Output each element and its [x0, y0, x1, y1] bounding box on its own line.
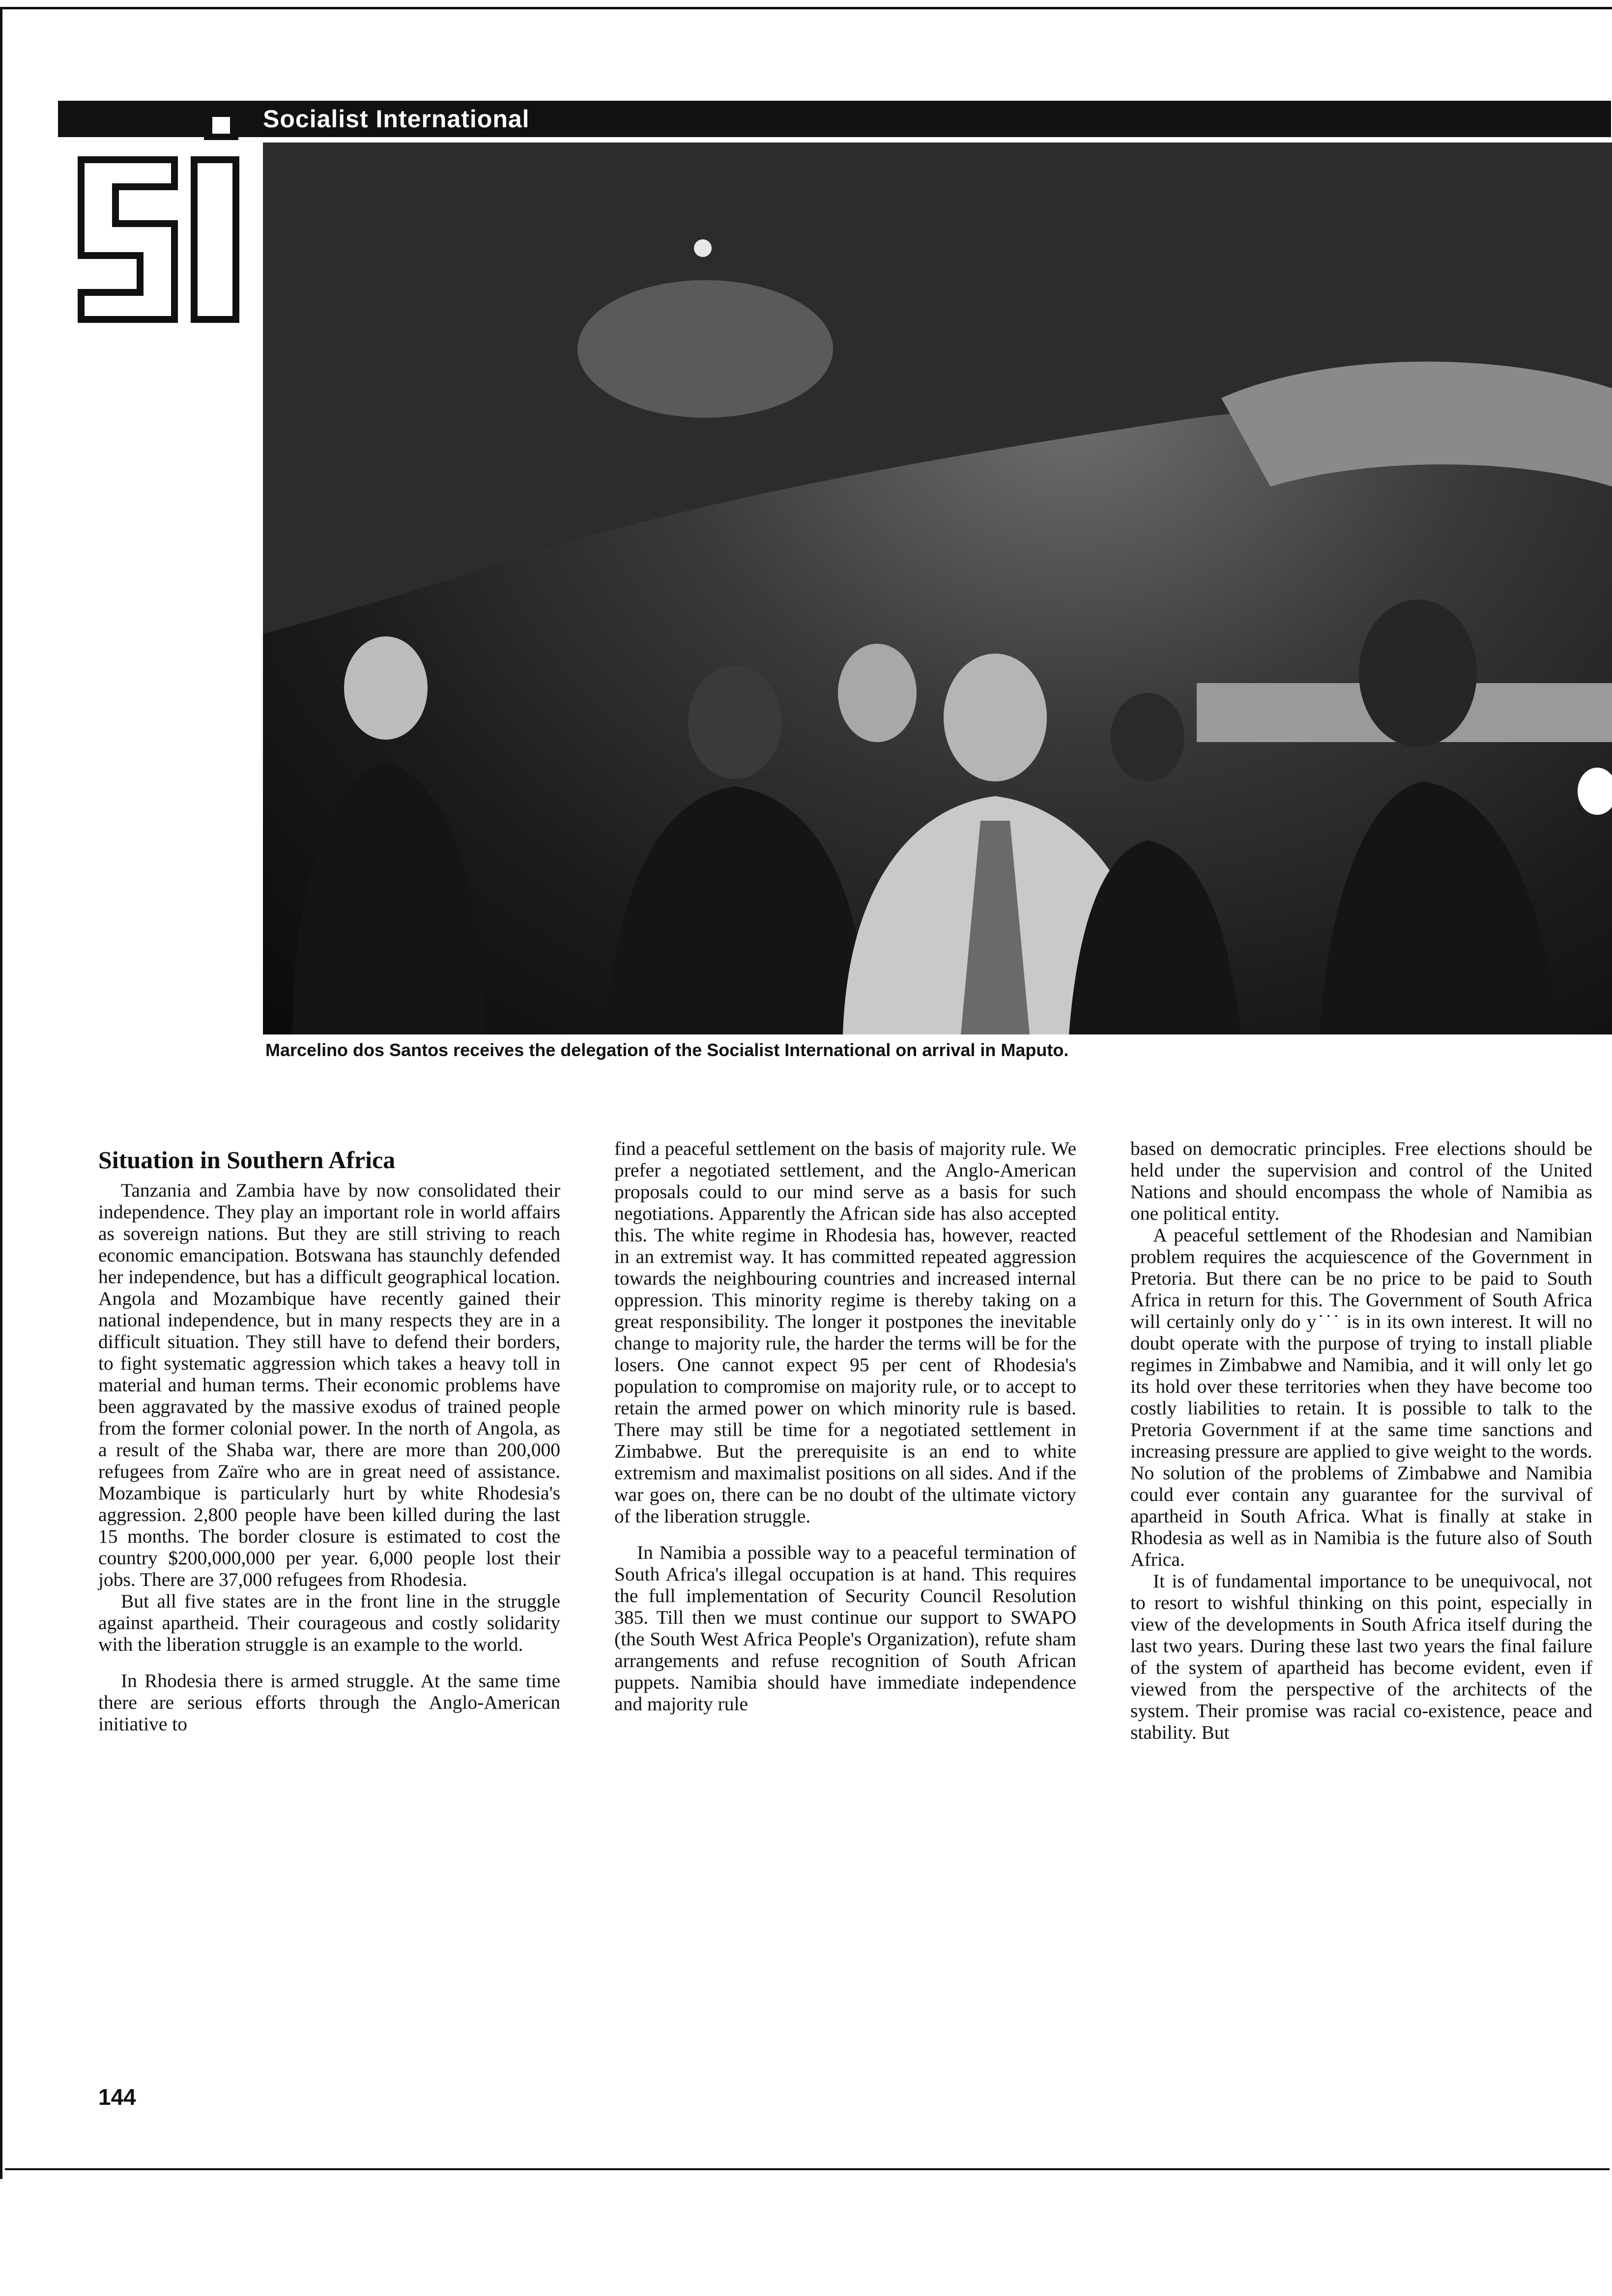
paragraph: Tanzania and Zambia have by now consolidated their independence. They play an important role in world affairs as sovereign nations. But they are still striving to reach economic emancipation. Botswana has staunchly defended her independence, but has a difficult geographical location. Angola and Mozambique have recently gained their national independence, but in many respects they are in a difficult situation. They still have to defend their borders, to fight systematic aggression which takes a heavy toll in material and human terms. Their economic problems have been aggravated by the massive exodus of trained people from the former colonial power. In the north of Angola, as a result of the Shaba war, there are more than 200,000 refugees from Zaïre who are in great need of assistance. Mozambique is particularly hurt by white Rhodesia's aggression. 2,800 people have been killed during the last 15 months. The border closure is estimated to cost the country $200,000,000 per year. 6,000 people lost their jobs. There are 37,000 refugees from Rhodesia. [98, 1179, 560, 1590]
article-column-2 [614, 1138, 1076, 1715]
top-border-rule [0, 7, 1612, 9]
left-border-rule [0, 7, 2, 2179]
article-column-3 [1130, 1138, 1592, 1743]
photo-caption: Marcelino dos Santos receives the delegation of the Socialist International on arrival in Maputo. [265, 1040, 1069, 1060]
paragraph: It is of fundamental importance to be unequivocal, not to resort to wishful thinking on this point, especially in view of the developments in South Africa itself during the last two years. During these last two years the final failure of the system of apartheid has become evident, even if viewed from the perspective of the architects of the system. Their promise was racial co-existence, peace and stability. But [1130, 1570, 1592, 1743]
delegation-photo [263, 143, 1612, 1034]
paragraph: In Rhodesia there is armed struggle. At the same time there are serious efforts through the Anglo-American initiative to [98, 1670, 560, 1735]
paragraph: In Namibia a possible way to a peaceful termination of South Africa's illegal occupation is at hand. This requires the full implementation of Security Council Resolution 385. Till then we must continue our support to SWAPO (the South West Africa People's Organization), refute sham arrangements and refuse recognition of South African puppets. Namibia should have immediate independence and majority rule [614, 1542, 1076, 1715]
paragraph: But all five states are in the front line in the struggle against apartheid. Their courageous and costly solidarity with the liberation struggle is an example to the world. [98, 1590, 560, 1655]
socialist-international-logo [74, 101, 241, 332]
photo-scene [263, 143, 1612, 1034]
section-title: Socialist International [263, 105, 530, 133]
paragraph: find a peaceful settlement on the basis of majority rule. We prefer a negotiated settlement, and the Anglo-American proposals could to our mind serve as a basis for such negotiations. Apparently the African side has also accepted this. The white regime in Rhodesia has, however, reacted in an extremist way. It has committed repeated aggression towards the neighbouring countries and increased internal oppression. This minority regime is thereby taking on a great responsibility. The longer it postpones the inevitable change to majority rule, the harder the terms will be for the losers. One cannot expect 95 per cent of Rhodesia's population to compromise on majority rule, or to accept to retain the armed power on which minority rule is based. There may still be time for a negotiated settlement in Zimbabwe. But the prerequisite is an end to white extremism and maximalist positions on all sides. And if the war goes on, there can be no doubt of the ultimate victory of the liberation struggle. [614, 1138, 1076, 1527]
bottom-rule [5, 2168, 1610, 2170]
article-headline: Situation in Southern Africa [98, 1146, 396, 1174]
paragraph: A peaceful settlement of the Rhodesian and Namibian problem requires the acquiescence of the Government in Pretoria. But there can be no price to be paid to South Africa in return for this. The Government of South Africa will certainly only do y˙˙˙ is in its own interest. It will no doubt operate with the purpose of trying to install pliable regimes in Zimbabwe and Namibia, and it will only let go its hold over these territories when they have become too costly liabilities to retain. It is possible to talk to the Pretoria Government if at the same time sanctions and increasing pressure are applied to give weight to the words. No solution of the problems of Zimbabwe and Namibia could ever contain any guarantee for the survival of apartheid in South Africa. What is finally at stake in Rhodesia as well as in Namibia is the future also of South Africa. [1130, 1224, 1592, 1570]
page-number: 144 [98, 2084, 136, 2110]
article-column-1 [98, 1145, 560, 1735]
paragraph: based on democratic principles. Free elections should be held under the supervision and control of the United Nations and should encompass the whole of Namibia as one political entity. [1130, 1138, 1592, 1224]
